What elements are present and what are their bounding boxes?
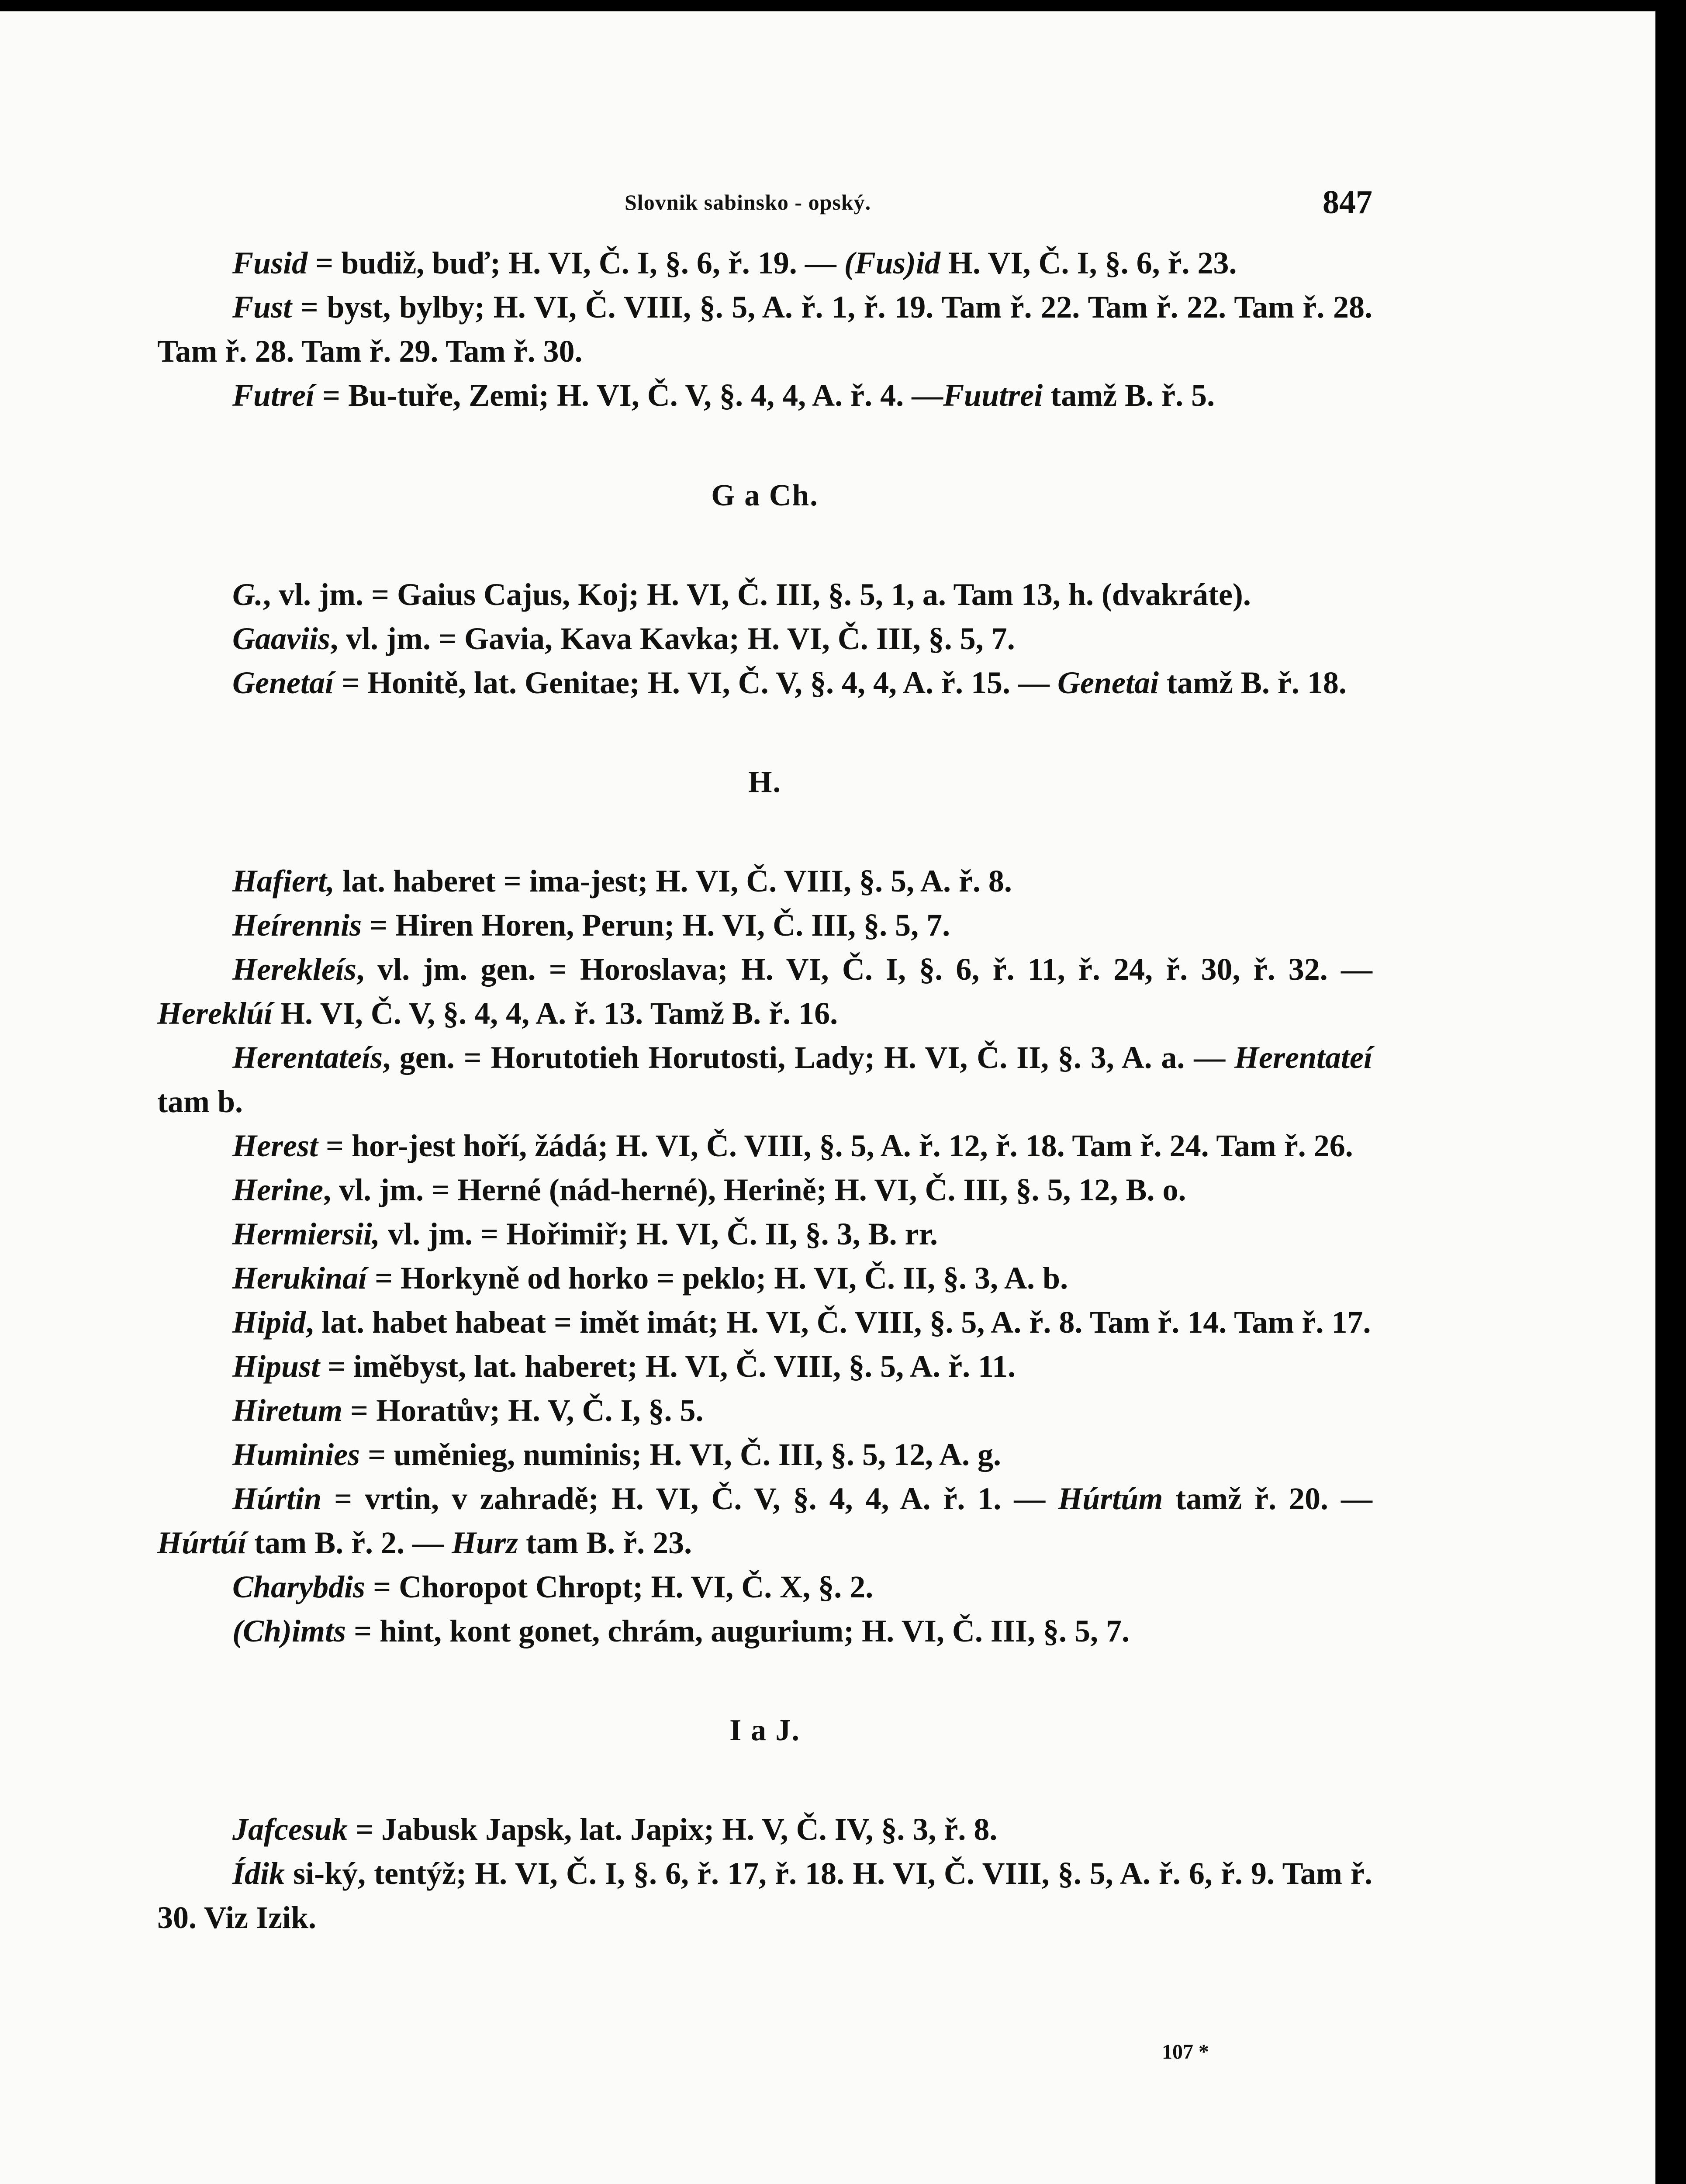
- section-heading: H.: [748, 765, 781, 799]
- entry-text: = byst, bylby; H. VI, Č. VIII, §. 5, A. ř. 1, ř. 19. Tam ř. 22. Tam ř. 22. Tam ř. 28. Tam ř. 28. Tam ř. 29. Tam ř. 30.: [157, 290, 1372, 369]
- headword: Húrtin: [232, 1481, 322, 1516]
- page-header: [625, 183, 1372, 227]
- entry-text: = hint, kont gonet, chrám, augurium; H. VI, Č. III, §. 5, 7.: [346, 1614, 1130, 1648]
- headword: Fust: [232, 290, 292, 325]
- entry-text-2: tamž B. ř. 18.: [1158, 665, 1347, 700]
- headword-variant: Herentateí: [1234, 1040, 1372, 1075]
- signature-mark: 107 *: [1162, 2040, 1209, 2063]
- section-heading: I a J.: [729, 1714, 800, 1747]
- headword-variant: Genetai: [1057, 665, 1159, 700]
- headword: Herekleís: [232, 952, 356, 987]
- dictionary-entry: [157, 573, 1372, 617]
- section-f: [157, 241, 1372, 418]
- dictionary-entry: [157, 1344, 1372, 1389]
- headword: Hipust: [232, 1349, 320, 1384]
- entry-text-2: H. VI, Č. V, §. 4, 4, A. ř. 13. Tamž B. ř. 16.: [273, 996, 838, 1031]
- dictionary-entry: [157, 1565, 1372, 1609]
- dictionary-entry: [157, 1433, 1372, 1477]
- entry-text: , lat. habet habeat = imět imát; H. VI, Č. VIII, §. 5, A. ř. 8. Tam ř. 14. Tam ř. 17.: [306, 1305, 1371, 1340]
- headword: Genetaí: [232, 665, 334, 700]
- headword: Heírennis: [232, 908, 362, 943]
- dictionary-entry: [157, 1389, 1372, 1433]
- dictionary-entry: [157, 1168, 1372, 1212]
- headword: Hermiersii,: [232, 1216, 380, 1251]
- headword: Herest: [232, 1128, 318, 1163]
- entry-text-2: tam b.: [157, 1084, 243, 1119]
- dictionary-entry: [157, 373, 1372, 418]
- entry-text-4: tam B. ř. 23.: [518, 1525, 692, 1560]
- headword: Hipid: [232, 1305, 306, 1340]
- headword-variant: Húrtúm: [1058, 1481, 1163, 1516]
- dictionary-entry: [157, 1477, 1372, 1565]
- dictionary-entry: [157, 947, 1372, 1036]
- dictionary-entry: [157, 285, 1372, 373]
- entry-text: , vl. jm. = Gaius Cajus, Koj; H. VI, Č. III, §. 5, 1, a. Tam 13, h. (dvakráte).: [263, 577, 1251, 612]
- headword-variant: Hereklúí: [157, 996, 273, 1031]
- dictionary-entry: [157, 661, 1372, 705]
- entry-text: vl. jm. = Hořimiř; H. VI, Č. II, §. 3, B. rr.: [380, 1216, 938, 1251]
- page-number: 847: [1323, 184, 1372, 221]
- dictionary-entry: [157, 617, 1372, 661]
- section-i-j: [157, 1708, 1372, 1940]
- entry-text: = hor-jest hoří, žádá; H. VI, Č. VIII, §. 5, A. ř. 12, ř. 18. Tam ř. 24. Tam ř. 26.: [318, 1128, 1353, 1163]
- headword-variant: (Fus)id: [844, 245, 940, 280]
- entry-text-2: tamž B. ř. 5.: [1043, 378, 1215, 413]
- headword: Herentateís: [232, 1040, 383, 1075]
- running-title: Slovnik sabinsko - opský.: [625, 190, 871, 214]
- entry-text: = uměnieg, numinis; H. VI, Č. III, §. 5, 12, A. g.: [360, 1437, 1001, 1472]
- dictionary-entry: [157, 903, 1372, 947]
- entry-text: lat. haberet = ima-jest; H. VI, Č. VIII, §. 5, A. ř. 8.: [334, 864, 1012, 898]
- headword: Charybdis: [232, 1569, 366, 1604]
- entry-text: , vl. jm. = Gavia, Kava Kavka; H. VI, Č. III, §. 5, 7.: [330, 621, 1015, 656]
- headword: Futreí: [232, 378, 315, 413]
- headword: Herukinaí: [232, 1261, 367, 1296]
- headword: Jafcesuk: [232, 1812, 348, 1847]
- headword: Hafiert,: [232, 864, 335, 898]
- headword-continuation: Húrtúí: [157, 1525, 247, 1560]
- entry-text-2: H. VI, Č. I, §. 6, ř. 23.: [940, 245, 1237, 280]
- entry-text: , gen. = Horutotieh Horutosti, Lady; H. VI, Č. II, §. 3, A. a. —: [382, 1040, 1235, 1075]
- dictionary-entry: [157, 859, 1372, 903]
- section-g: [157, 473, 1372, 705]
- headword: Ídik: [232, 1856, 285, 1891]
- entry-text-3: tam B. ř. 2. —: [246, 1525, 452, 1560]
- dictionary-entry: [157, 1807, 1372, 1852]
- headword: (Ch)imts: [232, 1614, 346, 1648]
- dictionary-entry: [157, 1124, 1372, 1168]
- entry-text: , vl. jm. = Herné (nád-herné), Herině; H. VI, Č. III, §. 5, 12, B. o.: [323, 1172, 1186, 1207]
- section-heading: G a Ch.: [711, 479, 819, 512]
- entry-text-2: tamž ř. 20. —: [1163, 1481, 1372, 1516]
- entry-text: = budiž, buď; H. VI, Č. I, §. 6, ř. 19. —: [307, 245, 844, 280]
- headword-variant: Fuutrei: [943, 378, 1043, 413]
- dictionary-entry: [157, 241, 1372, 285]
- entry-text: = Horatův; H. V, Č. I, §. 5.: [342, 1393, 704, 1428]
- entry-text: = Honitě, lat. Genitae; H. VI, Č. V, §. 4, 4, A. ř. 15. —: [333, 665, 1057, 700]
- entry-text: = Bu-tuře, Zemi; H. VI, Č. V, §. 4, 4, A. ř. 4. —: [314, 378, 943, 413]
- entry-text: = iměbyst, lat. haberet; H. VI, Č. VIII, §. 5, A. ř. 11.: [320, 1349, 1016, 1384]
- entry-text: = Jabusk Japsk, lat. Japix; H. V, Č. IV, §. 3, ř. 8.: [347, 1812, 998, 1847]
- entry-text: = Hiren Horen, Perun; H. VI, Č. III, §. 5, 7.: [362, 908, 950, 943]
- headword: Huminies: [232, 1437, 360, 1472]
- entry-text: , vl. jm. gen. = Horoslava; H. VI, Č. I, §. 6, ř. 11, ř. 24, ř. 30, ř. 32. —: [356, 952, 1372, 987]
- entry-text: = vrtin, v zahradě; H. VI, Č. V, §. 4, 4, A. ř. 1. —: [321, 1481, 1058, 1516]
- dictionary-entry: [157, 1256, 1372, 1300]
- dictionary-entry: [157, 1609, 1372, 1653]
- headword: Herine: [232, 1172, 323, 1207]
- dictionary-entry: [157, 1212, 1372, 1256]
- dictionary-entry: [157, 1852, 1372, 1940]
- scan-border-top: [0, 0, 1655, 11]
- headword: Fusid: [232, 245, 308, 280]
- scan-border-right: [1655, 0, 1686, 2184]
- dictionary-entry: [157, 1300, 1372, 1344]
- section-h: [157, 760, 1372, 1653]
- headword: G.: [232, 577, 263, 612]
- entry-text: = Choropot Chropt; H. VI, Č. X, §. 2.: [365, 1569, 874, 1604]
- entry-text: si-ký, tentýž; H. VI, Č. I, §. 6, ř. 17, ř. 18. H. VI, Č. VIII, §. 5, A. ř. 6, ř. 9. Tam ř. 30. Viz Izik.: [157, 1856, 1372, 1935]
- dictionary-text: [157, 241, 1372, 1940]
- headword: Gaaviis: [232, 621, 330, 656]
- entry-text: = Horkyně od horko = peklo; H. VI, Č. II, §. 3, A. b.: [367, 1261, 1068, 1296]
- dictionary-entry: [157, 1036, 1372, 1124]
- headword: Hiretum: [232, 1393, 343, 1428]
- headword-variant-2: Hurz: [452, 1525, 518, 1560]
